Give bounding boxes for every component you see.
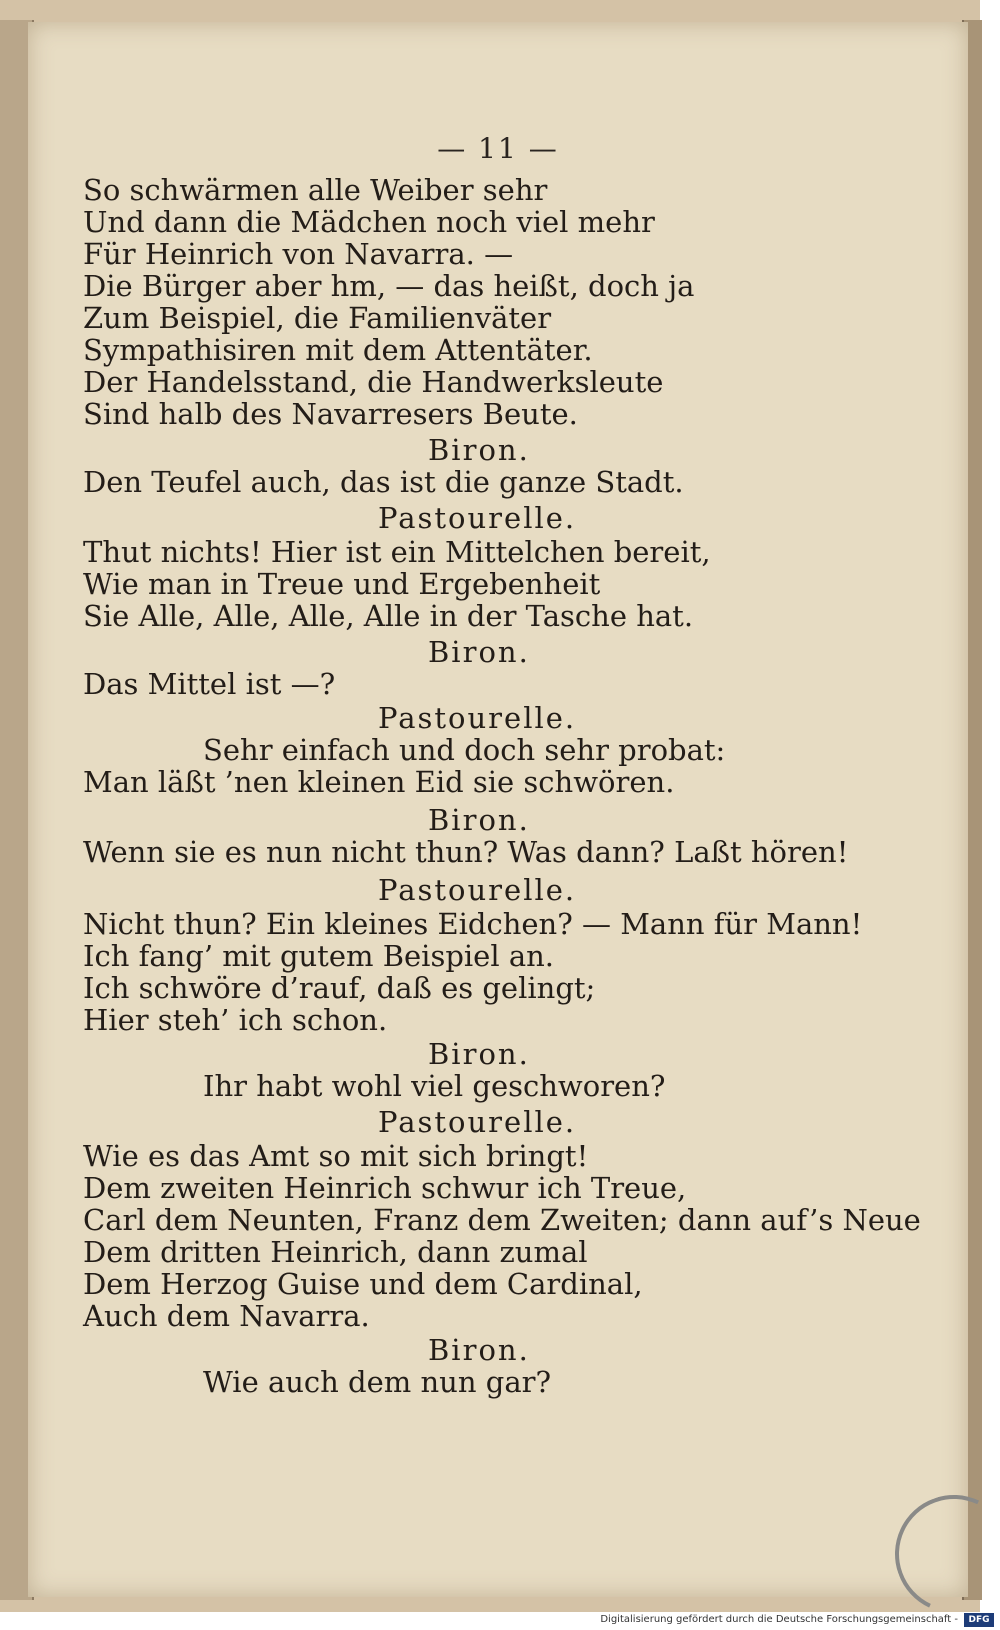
speaker-name: Biron. (428, 635, 530, 669)
text-line: Dem dritten Heinrich, dann zumal (83, 1235, 588, 1269)
text-line: Thut nichts! Hier ist ein Mittelchen bereit, (83, 535, 711, 569)
text-line: Ich schwöre d’rauf, daß es gelingt; (83, 971, 596, 1005)
text-line: Auch dem Navarra. (83, 1299, 370, 1333)
speaker-name: Pastourelle. (378, 501, 577, 535)
footer-credit: Digitalisierung gefördert durch die Deutsche Forschungsgemeinschaft - (600, 1614, 958, 1625)
speaker-name: Biron. (428, 1333, 530, 1367)
text-line: Der Handelsstand, die Handwerksleute (83, 365, 664, 399)
text-line: Dem zweiten Heinrich schwur ich Treue, (83, 1171, 687, 1205)
text-line: Dem Herzog Guise und dem Cardinal, (83, 1267, 643, 1301)
speaker-name: Pastourelle. (378, 873, 577, 907)
text-line: Wie auch dem nun gar? (203, 1365, 552, 1399)
text-line: So schwärmen alle Weiber sehr (83, 173, 548, 207)
text-line: Für Heinrich von Navarra. — (83, 237, 514, 271)
speaker-name: Biron. (428, 1037, 530, 1071)
text-line: Die Bürger aber hm, — das heißt, doch ja (83, 269, 695, 303)
text-line: Und dann die Mädchen noch viel mehr (83, 205, 655, 239)
text-line: Ihr habt wohl viel geschworen? (203, 1069, 666, 1103)
text-line: Das Mittel ist —? (83, 667, 336, 701)
text-line: Man läßt ’nen kleinen Eid sie schwören. (83, 765, 675, 799)
text-line: Wie es das Amt so mit sich bringt! (83, 1139, 589, 1173)
dfg-logo: DFG (964, 1613, 994, 1627)
speaker-name: Biron. (428, 433, 530, 467)
page-number: — 11 — (437, 132, 559, 165)
speaker-name: Biron. (428, 803, 530, 837)
text-line: Sie Alle, Alle, Alle, Alle in der Tasche hat. (83, 599, 694, 633)
text-line: Den Teufel auch, das ist die ganze Stadt. (83, 465, 684, 499)
speaker-name: Pastourelle. (378, 701, 577, 735)
speaker-name: Pastourelle. (378, 1105, 577, 1139)
text-line: Zum Beispiel, die Familienväter (83, 301, 552, 335)
text-line: Nicht thun? Ein kleines Eidchen? — Mann für Mann! (83, 907, 863, 941)
text-line: Carl dem Neunten, Franz dem Zweiten; dann auf’s Neue (83, 1203, 921, 1237)
text-line: Sind halb des Navarresers Beute. (83, 397, 578, 431)
text-line: Hier steh’ ich schon. (83, 1003, 388, 1037)
text-line: Wenn sie es nun nicht thun? Was dann? Laßt hören! (83, 835, 849, 869)
text-line: Sympathisiren mit dem Attentäter. (83, 333, 593, 367)
text-line: Ich fang’ mit gutem Beispiel an. (83, 939, 555, 973)
book-page (28, 22, 968, 1597)
text-line: Sehr einfach und doch sehr probat: (203, 733, 726, 767)
text-line: Wie man in Treue und Ergebenheit (83, 567, 601, 601)
